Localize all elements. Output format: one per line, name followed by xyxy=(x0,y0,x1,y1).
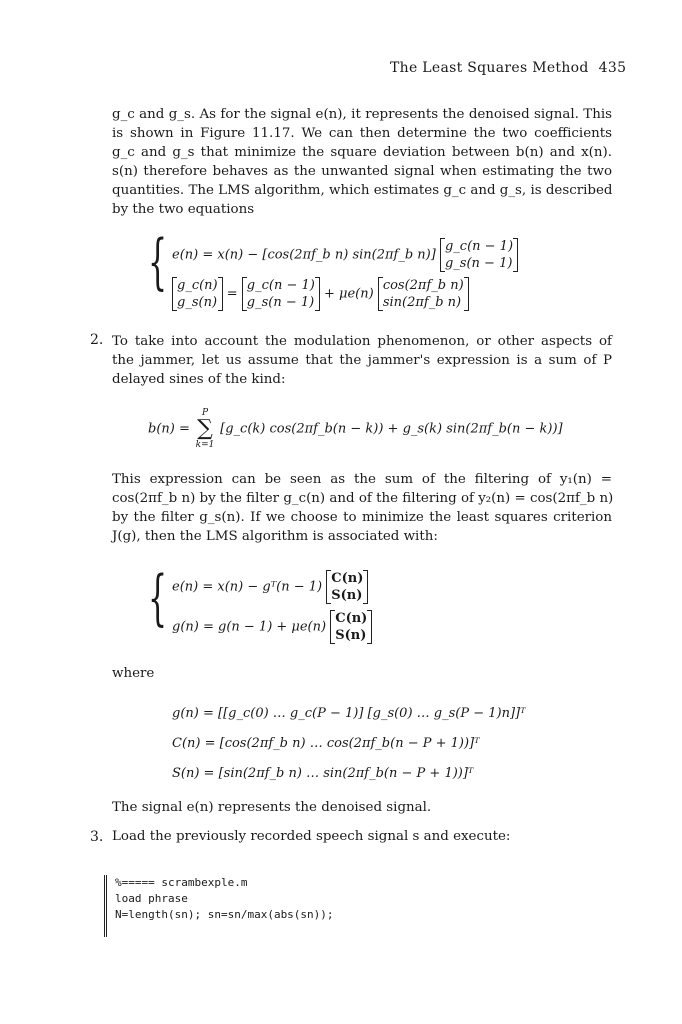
equation-text: g(n) = g(n − 1) + μe(n) xyxy=(172,619,327,635)
text-line: To take into account the modulation phenomenon, or other aspects of xyxy=(112,334,612,349)
equation-text: e(n) = x(n) − gᵀ(n − 1) xyxy=(172,579,323,595)
text-line: J(g), then the LMS algorithm is associated with: xyxy=(112,529,438,544)
equation-3-line-1 xyxy=(172,570,368,604)
equation-1-line-2: g_c(n) g_s(n) = g_c(n − 1) g_s(n − 1) + μe(n) cos(2πf_b n) sin(2πf_b n) xyxy=(172,277,469,311)
definition-text: S(n) = [sin(2πf_b n) … sin(2πf_b(n − P + 1))]ᵀ xyxy=(172,766,474,781)
summation xyxy=(194,408,216,450)
paragraph-2 xyxy=(112,470,612,546)
matrix-entry: g_c(n − 1) xyxy=(444,239,514,254)
list-item-2 xyxy=(112,332,612,389)
text-line: quantities. The LMS algorithm, which estimates g_c and g_s, is described xyxy=(112,183,613,198)
running-title: The Least Squares Method xyxy=(390,60,589,76)
left-brace: { xyxy=(148,563,168,633)
text-line: the jammer, let us assume that the jammer's expression is a sum of P xyxy=(112,353,612,368)
equation-text: + μe(n) xyxy=(323,286,374,302)
equation-text: e(n) = x(n) − [cos(2πf_b n) sin(2πf_b n)] xyxy=(172,247,436,263)
matrix-entry: g_s(n) xyxy=(177,295,218,310)
equation-3-line-2 xyxy=(172,610,372,644)
matrix-entry: C(n) xyxy=(335,611,368,626)
matrix-entry: sin(2πf_b n) xyxy=(382,295,462,310)
matrix-entry: C(n) xyxy=(331,571,364,586)
matrix xyxy=(242,277,320,311)
text-line: delayed sines of the kind: xyxy=(112,372,286,387)
matrix-entry: S(n) xyxy=(335,628,367,643)
sigma-icon: ∑ xyxy=(197,416,213,441)
definition-S xyxy=(172,766,473,781)
code-line: load phrase xyxy=(115,892,188,905)
denoised-statement: The signal e(n) represents the denoised signal. xyxy=(112,800,432,815)
sum-upper: P xyxy=(201,408,209,418)
page-number: 435 xyxy=(598,60,627,76)
matrix-entry: g_c(n) xyxy=(177,278,218,293)
text-line: This expression can be seen as the sum of the filtering of y₁(n) = xyxy=(112,472,612,487)
matrix xyxy=(330,610,372,644)
matrix xyxy=(440,238,518,272)
text-line: by the two equations xyxy=(112,202,255,217)
code-line: %===== scrambexple.m xyxy=(115,876,248,889)
text-line: cos(2πf_b n) by the filter g_c(n) and of the filtering of y₂(n) = cos(2πf_b n) xyxy=(112,491,614,506)
equation-body: [g_c(k) cos(2πf_b(n − k)) + g_s(k) sin(2πf_b(n − k))] xyxy=(220,421,563,437)
list-number: 2. xyxy=(90,332,104,348)
definition-g xyxy=(172,706,526,721)
text-line: g_c and g_s that minimize the square deviation between b(n) and x(n). xyxy=(112,145,612,160)
equation-1-line-1 xyxy=(172,238,518,272)
equation-2 xyxy=(148,408,563,458)
matrix xyxy=(378,277,469,311)
text-line: by the filter g_s(n). If we choose to minimize the least squares criterion xyxy=(112,510,612,525)
text-line: s(n) therefore behaves as the unwanted signal when estimating the two xyxy=(112,164,612,179)
code-block xyxy=(104,875,334,937)
running-header xyxy=(390,60,626,76)
matrix-entry: cos(2πf_b n) xyxy=(382,278,464,293)
list-item-3: Load the previously recorded speech signal s and execute: xyxy=(112,829,511,844)
matrix-entry: g_c(n − 1) xyxy=(246,278,315,293)
where-label: where xyxy=(112,666,155,681)
sum-lower: k=1 xyxy=(195,440,215,450)
equation-lhs: b(n) = xyxy=(148,421,190,437)
paragraph-1 xyxy=(112,105,612,219)
matrix xyxy=(172,277,223,311)
matrix xyxy=(326,570,368,604)
text-line: is shown in Figure 11.17. We can then determine the two coefficients xyxy=(112,126,612,141)
text-line: g_c and g_s. As for the signal e(n), it represents the denoised signal. This xyxy=(112,107,612,122)
definition-text: g(n) = [[g_c(0) … g_c(P − 1)] [g_s(0) … g_s(P − 1)n]]ᵀ xyxy=(172,706,526,721)
matrix-entry: S(n) xyxy=(331,588,363,603)
matrix-entry: g_s(n − 1) xyxy=(246,295,315,310)
definition-C xyxy=(172,736,480,751)
definition-text: C(n) = [cos(2πf_b n) … cos(2πf_b(n − P + 1))]ᵀ xyxy=(172,736,480,751)
left-brace: { xyxy=(148,227,168,297)
list-number: 3. xyxy=(90,829,104,845)
matrix-entry: g_s(n − 1) xyxy=(444,256,513,271)
code-line: N=length(sn); sn=sn/max(abs(sn)); xyxy=(115,908,334,921)
